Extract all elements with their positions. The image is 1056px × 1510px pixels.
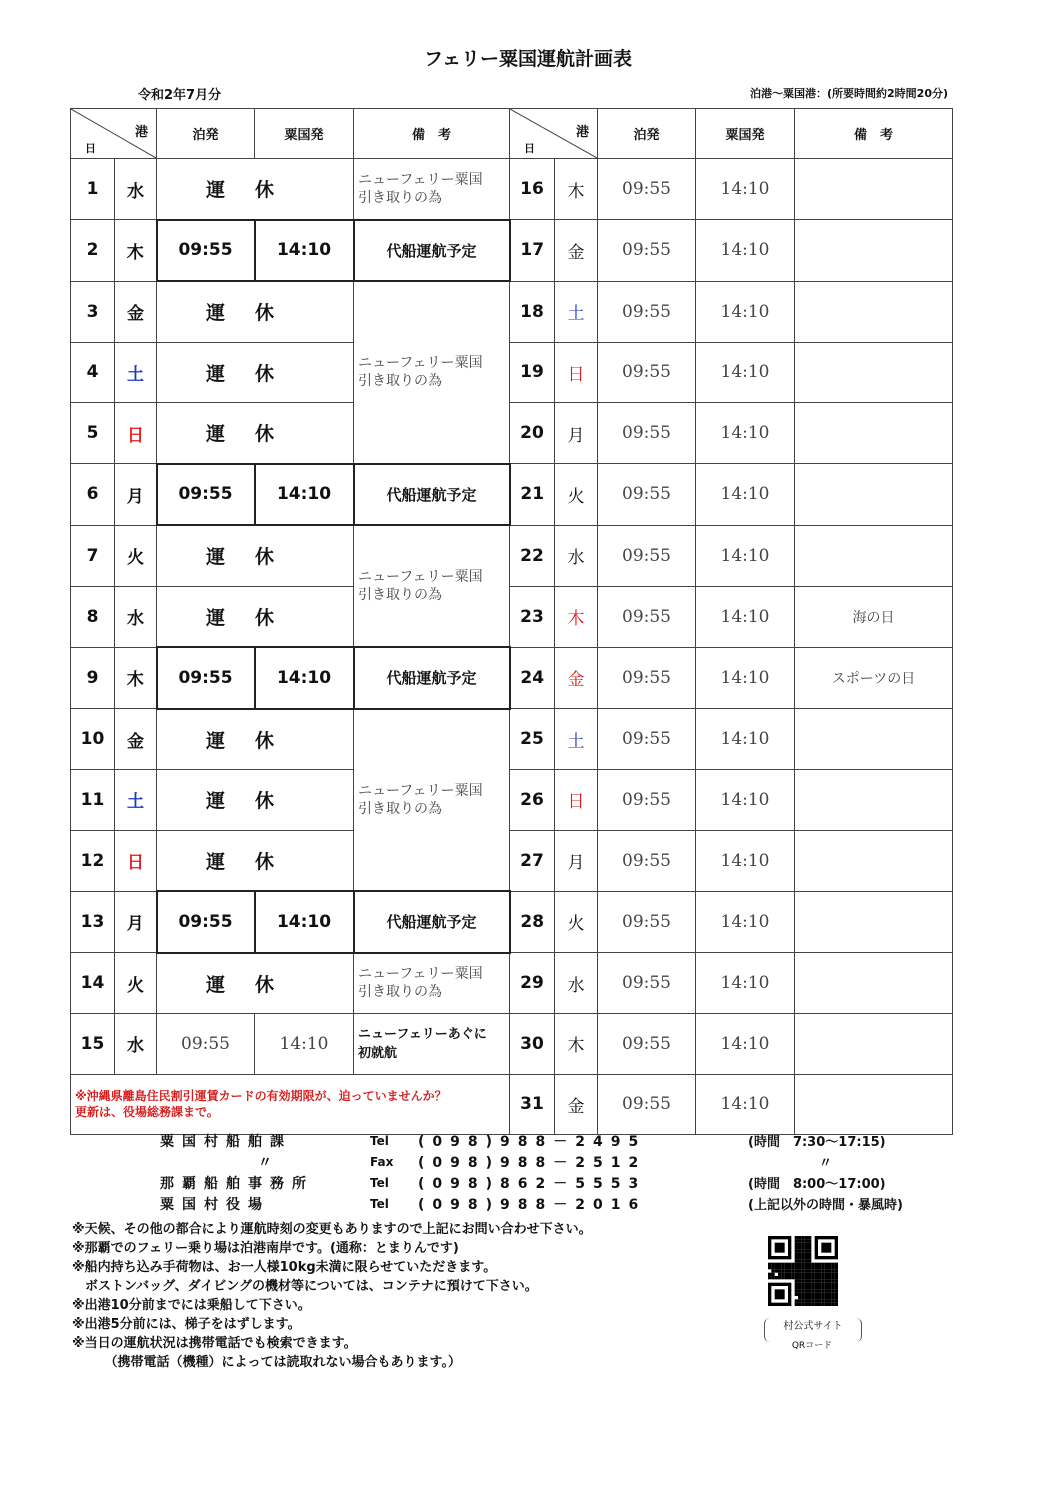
weekday: 水 [115,159,157,220]
substitute-ship-note: 代船運航予定 [354,647,510,709]
qr-label: 村公式サイト [764,1318,862,1342]
weekday: 木 [555,159,598,220]
schedule-row [71,281,953,342]
tomari-departure: 09:55 [157,647,255,709]
aguni-departure: 14:10 [255,891,354,953]
aguni-departure: 14:10 [696,1074,795,1135]
note-line-2: 引き取りの為 [358,984,442,1001]
day-number: 14 [71,953,115,1014]
contact-number: (098)988－2512 [418,1154,647,1171]
aguni-departure: 14:10 [696,342,795,403]
contact-row [160,1130,903,1151]
schedule-row [71,709,953,770]
suspended-status: 運休 [157,586,354,647]
note-line-1: ニューフェリーあぐに [358,1026,487,1042]
note-item: （携帯電話（機種）によっては読取れない場合もあります。） [72,1355,461,1370]
aguni-departure: 14:10 [696,525,795,586]
month-label: 令和2年7月分 [138,88,222,103]
contact-hours: (時間 7:30～17:15) [748,1135,886,1150]
aguni-departure: 14:10 [696,220,795,282]
contact-name: 粟国村役場 [160,1196,270,1213]
remark [795,464,953,526]
remark [795,342,953,403]
day-number: 7 [71,525,115,586]
schedule-row [71,953,953,1014]
schedule-row [71,1074,953,1135]
tomari-departure: 09:55 [598,586,696,647]
note-item: ※那覇でのフェリー乗り場は泊港南岸です。(通称：とまりんです) [72,1241,459,1256]
contact-number: (098)862－5553 [418,1175,647,1192]
aguni-departure: 14:10 [255,220,354,282]
weekday: 土 [555,709,598,770]
qr-sublabel: QRコード [791,1341,833,1351]
weekday: 火 [115,953,157,1014]
weekday: 月 [115,891,157,953]
aguni-departure: 14:10 [696,891,795,953]
day-number: 22 [510,525,555,586]
weekday: 金 [555,220,598,282]
day-number: 24 [510,647,555,709]
remark [795,159,953,220]
aguni-departure: 14:10 [696,647,795,709]
schedule-row [71,1014,953,1075]
weekday: 月 [115,464,157,526]
aguni-departure: 14:10 [696,586,795,647]
qr-code-icon[interactable] [768,1236,838,1306]
weekday: 日 [555,770,598,831]
day-number: 20 [510,403,555,464]
remark [795,891,953,953]
note-item: ※出港5分前には、梯子をはずします。 [72,1317,301,1332]
contact-table [160,1130,903,1214]
note-line-1: ニューフェリー粟国 [358,569,483,585]
contact-row [160,1151,903,1172]
remark [795,830,953,891]
schedule-row [71,159,953,220]
note-line-1: ニューフェリー粟国 [358,966,483,983]
suspended-status: 運休 [157,281,354,342]
note-line-2: 引き取りの為 [358,587,442,603]
contact-type: Tel [370,1196,389,1211]
suspension-note [354,525,510,647]
remark: 海の日 [795,586,953,647]
note-line-1: ニューフェリー粟国 [358,355,483,372]
weekday: 日 [115,830,157,891]
day-number: 3 [71,281,115,342]
remark [795,281,953,342]
contact-name: 那覇船舶事務所 [160,1175,314,1192]
contact-type: Tel [370,1175,389,1190]
suspended-status: 運休 [157,403,354,464]
weekday: 水 [115,1014,157,1075]
weekday: 金 [115,281,157,342]
suspended-status: 運休 [157,159,354,220]
note-line-2: 引き取りの為 [358,373,442,390]
day-number: 18 [510,281,555,342]
day-number: 12 [71,830,115,891]
suspension-note [354,709,510,892]
schedule-row [71,220,953,282]
notes-list [72,1220,592,1372]
weekday: 日 [555,342,598,403]
tomari-departure: 09:55 [157,891,255,953]
aguni-departure: 14:10 [696,770,795,831]
header-row [71,109,953,159]
note-item: ※当日の運航状況は携帯電話でも検索できます。 [72,1336,357,1351]
suspended-status: 運休 [157,525,354,586]
route-info: 泊港～粟国港：(所要時間約2時間20分) [749,87,948,100]
day-header: 日 [524,142,535,155]
tomari-departure: 09:55 [598,953,696,1014]
tomari-departure: 09:55 [598,464,696,526]
tomari-departure: 09:55 [157,464,255,526]
tomari-departure: 09:55 [157,1014,255,1075]
schedule-row [71,647,953,709]
day-number: 27 [510,830,555,891]
aguni-departure: 14:10 [696,403,795,464]
remark [795,525,953,586]
aguni-departure: 14:10 [696,830,795,891]
day-number: 31 [510,1074,555,1135]
remark [795,403,953,464]
suspension-note [354,159,510,220]
day-number: 13 [71,891,115,953]
suspended-status: 運休 [157,953,354,1014]
day-number: 6 [71,464,115,526]
port-day-header [71,109,157,159]
schedule-row [71,403,953,464]
card-expiry-notice [71,1074,510,1135]
substitute-ship-note: 代船運航予定 [354,891,510,953]
day-number: 10 [71,709,115,770]
day-number: 21 [510,464,555,526]
schedule-row [71,342,953,403]
contact-hours: (時間 8:00～17:00) [748,1177,886,1192]
aguni-departure: 14:10 [696,709,795,770]
contact-name: 粟国村船舶課 [160,1133,292,1150]
tomari-departure: 09:55 [598,891,696,953]
tomari-departure: 09:55 [598,342,696,403]
weekday: 木 [115,647,157,709]
day-number: 25 [510,709,555,770]
tomari-departure: 09:55 [598,1074,696,1135]
schedule-row [71,770,953,831]
contact-row [160,1172,903,1193]
suspension-note [354,953,510,1014]
tomari-departure: 09:55 [598,281,696,342]
day-number: 29 [510,953,555,1014]
contact-name: 〃 [258,1154,272,1171]
notice-line-1: ※沖縄県離島住民割引運賃カードの有効期限が、迫っていませんか？ [75,1089,447,1104]
day-number: 16 [510,159,555,220]
remarks-header-right: 備 考 [795,109,953,159]
weekday: 水 [115,586,157,647]
aguni-departure: 14:10 [696,159,795,220]
contact-type: Tel [370,1133,389,1148]
tomari-departure: 09:55 [598,830,696,891]
contact-row [160,1193,903,1214]
aguni-departure: 14:10 [696,953,795,1014]
suspended-status: 運休 [157,709,354,770]
weekday: 土 [115,342,157,403]
day-number: 23 [510,586,555,647]
day-number: 2 [71,220,115,282]
day-number: 5 [71,403,115,464]
schedule-row [71,830,953,891]
schedule-row [71,525,953,586]
weekday: 月 [555,830,598,891]
tomari-departure: 09:55 [598,1014,696,1075]
aguni-departure: 14:10 [255,1014,354,1075]
day-number: 1 [71,159,115,220]
weekday: 火 [555,464,598,526]
tomari-departure: 09:55 [598,403,696,464]
day-number: 15 [71,1014,115,1075]
remark [795,770,953,831]
aguni-departure: 14:10 [255,464,354,526]
contact-hours: (上記以外の時間・暴風時) [748,1198,903,1213]
port-header: 港 [134,125,148,140]
schedule-row [71,891,953,953]
contact-type: Fax [370,1154,394,1169]
weekday: 日 [115,403,157,464]
weekday: 金 [115,709,157,770]
day-number: 26 [510,770,555,831]
aguni-departure: 14:10 [696,464,795,526]
day-number: 30 [510,1014,555,1075]
weekday: 水 [555,525,598,586]
weekday: 木 [115,220,157,282]
suspension-note [354,281,510,464]
remark [795,953,953,1014]
port-day-header-right [510,109,598,159]
weekday: 土 [555,281,598,342]
note-line-2: 引き取りの為 [358,189,442,206]
weekday: 金 [555,1074,598,1135]
contact-hours: 〃 [818,1156,832,1171]
note-line-2: 引き取りの為 [358,800,442,817]
tomari-departure: 09:55 [598,159,696,220]
schedule-table [70,108,953,1135]
aguni-departure: 14:10 [696,281,795,342]
tomari-header-right: 泊発 [598,109,696,159]
tomari-departure: 09:55 [157,220,255,282]
weekday: 月 [555,403,598,464]
remark [795,709,953,770]
note-line-1: ニューフェリー粟国 [358,782,483,799]
notice-line-2: 更新は、役場総務課まで。 [75,1105,219,1120]
day-number: 19 [510,342,555,403]
substitute-ship-note: 代船運航予定 [354,220,510,282]
day-header: 日 [85,142,96,155]
weekday: 木 [555,586,598,647]
tomari-header: 泊発 [157,109,255,159]
note-item: ※船内持ち込み手荷物は、お一人様10kg未満に限らせていただきます。 [72,1260,497,1275]
remark [795,1074,953,1135]
note-item: ※天候、その他の都合により運航時刻の変更もありますので上記にお問い合わせ下さい。 [72,1222,592,1237]
day-number: 9 [71,647,115,709]
tomari-departure: 09:55 [598,647,696,709]
tomari-departure: 09:55 [598,220,696,282]
remarks-header: 備 考 [354,109,510,159]
tomari-departure: 09:55 [598,709,696,770]
weekday: 木 [555,1014,598,1075]
note-item: ※出港10分前までには乗船して下さい。 [72,1298,311,1313]
substitute-ship-note: 代船運航予定 [354,464,510,526]
aguni-departure: 14:10 [255,647,354,709]
weekday: 金 [555,647,598,709]
schedule-row [71,464,953,526]
tomari-departure: 09:55 [598,525,696,586]
weekday: 水 [555,953,598,1014]
aguni-header: 粟国発 [255,109,354,159]
first-voyage-note [354,1014,510,1075]
suspended-status: 運休 [157,770,354,831]
remark [795,220,953,282]
day-number: 28 [510,891,555,953]
day-number: 11 [71,770,115,831]
remark [795,1014,953,1075]
tomari-departure: 09:55 [598,770,696,831]
note-item: ボストンバッグ、ダイビングの機材等については、コンテナに預けて下さい。 [72,1279,538,1294]
contact-number: (098)988－2016 [418,1196,647,1213]
schedule-row [71,586,953,647]
day-number: 8 [71,586,115,647]
weekday: 火 [115,525,157,586]
page-title: フェリー粟国運航計画表 [423,48,633,70]
remark: スポーツの日 [795,647,953,709]
port-header: 港 [575,125,589,140]
weekday: 土 [115,770,157,831]
aguni-header-right: 粟国発 [696,109,795,159]
day-number: 17 [510,220,555,282]
day-number: 4 [71,342,115,403]
note-line-2: 初就航 [358,1045,398,1061]
suspended-status: 運休 [157,342,354,403]
suspended-status: 運休 [157,830,354,891]
weekday: 火 [555,891,598,953]
aguni-departure: 14:10 [696,1014,795,1075]
note-line-1: ニューフェリー粟国 [358,171,483,188]
contact-number: (098)988－2495 [418,1133,647,1150]
